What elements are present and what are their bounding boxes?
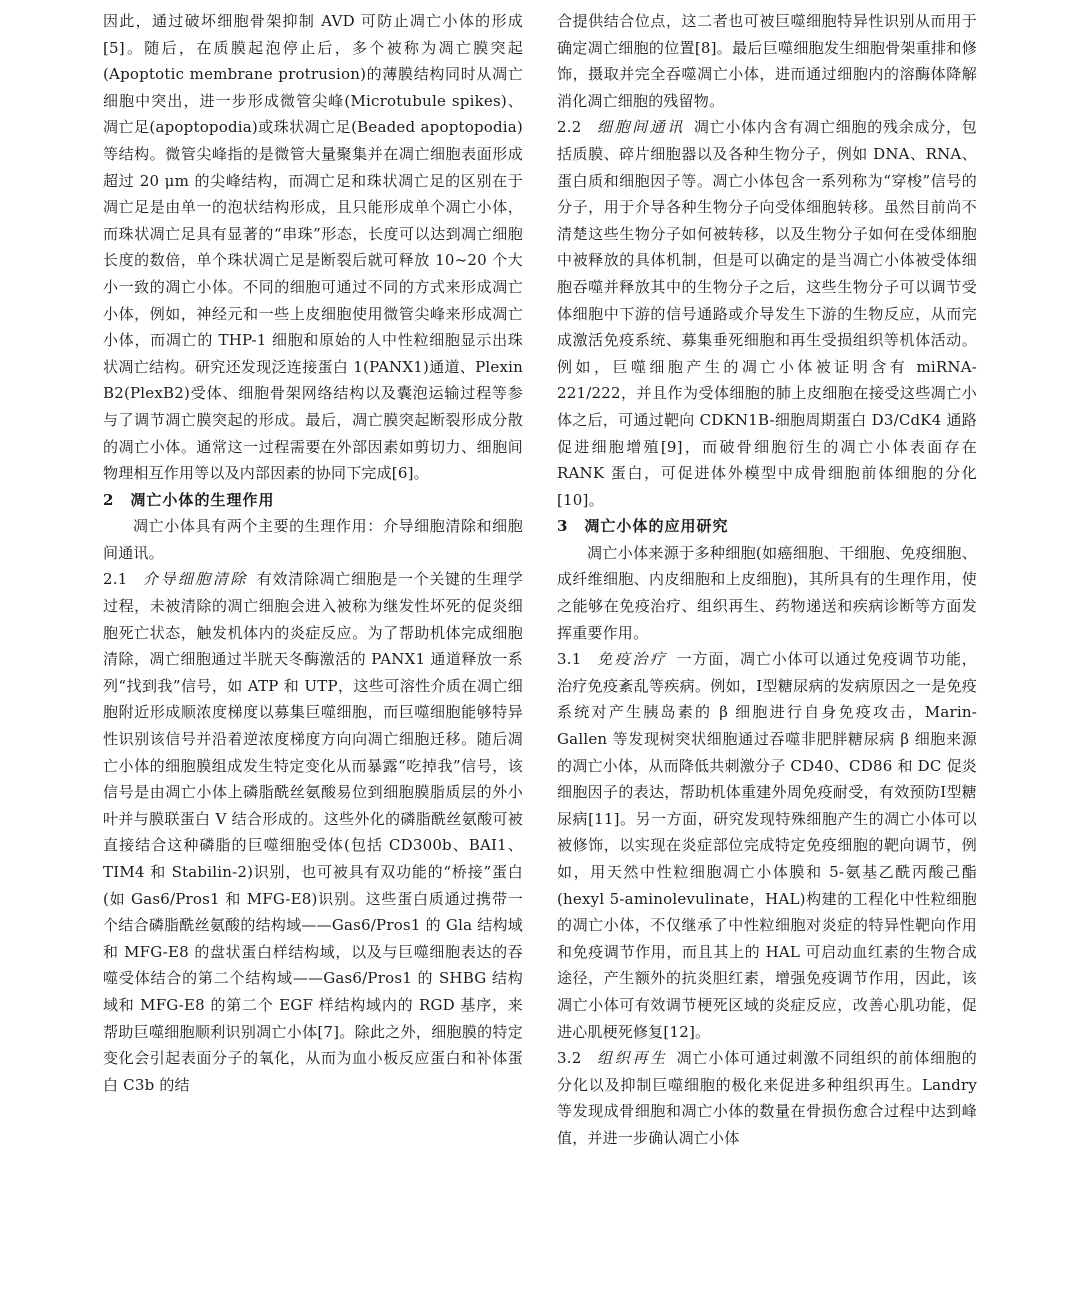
subsection-number: 2.1 xyxy=(103,570,128,589)
subsection-title: 免疫治疗 xyxy=(596,650,668,669)
paragraph-application-intro: 凋亡小体来源于多种细胞(如癌细胞、干细胞、免疫细胞、成纤维细胞、内皮细胞和上皮细胞)，其所具有的生理作用，使之能够在免疫治疗、组织再生、药物递送和疾病诊断等方面发挥重要作用。 xyxy=(557,543,977,642)
right-column xyxy=(557,8,977,1152)
section-heading-3: 3 凋亡小体的应用研究 xyxy=(557,517,729,536)
subsection-3-2 xyxy=(557,1045,977,1151)
paragraph-apoptotic-body-formation: 因此，通过破坏细胞骨架抑制 AVD 可防止凋亡小体的形成[5]。随后，在质膜起泡停止后，多个被称为凋亡膜突起(Apoptotic membrane protrusion)的薄膜结构同时从凋亡细胞中突出，进一步形成微管尖峰(Microtubule spikes)、凋亡足(apoptopodia)或珠状凋亡足(Beaded apoptopodia)等结构。微管尖峰指的是微管大量聚集并在凋亡细胞表面形成超过 20 μm 的尖峰结构，而凋亡足和珠状凋亡足的区别在于凋亡足是由单一的泡状结构形成，且只能形成单个凋亡小体，而珠状凋亡足具有显著的“串珠”形态，长度可以达到凋亡细胞长度的数倍，单个珠状凋亡足是断裂后就可释放 10~20 个大小一致的凋亡小体。不同的细胞可通过不同的方式来形成凋亡小体，例如，神经元和一些上皮细胞使用微管尖峰来形成凋亡小体，而凋亡的 THP-1 细胞和原始的人中性粒细胞显示出珠状凋亡结构。研究还发现泛连接蛋白 1(PANX1)通道、Plexin B2(PlexB2)受体、细胞骨架网络结构以及囊泡运输过程等参与了调节凋亡膜突起的形成。最后，凋亡膜突起断裂形成分散的凋亡小体。通常这一过程需要在外部因素如剪切力、细胞间物理相互作用等以及内部因素的协同下完成[6]。 xyxy=(103,12,523,483)
subsection-title: 细胞间通讯 xyxy=(596,118,685,137)
subsection-2-2 xyxy=(557,114,977,513)
paragraph-continuation: 合提供结合位点，这二者也可被巨噬细胞特异性识别从而用于确定凋亡细胞的位置[8]。最后巨噬细胞发生细胞骨架重排和修饰，摄取并完全吞噬凋亡小体，进而通过细胞内的溶酶体降解消化凋亡细胞的残留物。 xyxy=(557,12,977,110)
subsection-3-1 xyxy=(557,646,977,1045)
subsection-number: 3.1 xyxy=(557,650,582,669)
subsection-number: 2.2 xyxy=(557,118,582,137)
subsection-title: 介导细胞清除 xyxy=(142,570,248,589)
subsection-number: 3.2 xyxy=(557,1049,582,1068)
subsection-text: 凋亡小体可通过刺激不同组织的前体细胞的分化以及抑制巨噬细胞的极化来促进多种组织再生。Landry 等发现成骨细胞和凋亡小体的数量在骨损伤愈合过程中达到峰值，并进一步确认凋亡小体 xyxy=(557,1049,977,1147)
subsection-2-1 xyxy=(103,566,523,1098)
subsection-title: 组织再生 xyxy=(596,1049,668,1068)
paragraph-physiological-roles: 凋亡小体具有两个主要的生理作用：介导细胞清除和细胞间通讯。 xyxy=(103,517,523,562)
subsection-text: 一方面，凋亡小体可以通过免疫调节功能，治疗免疫紊乱等疾病。例如，Ⅰ型糖尿病的发病原因之一是免疫系统对产生胰岛素的 β 细胞进行自身免疫攻击，Marin-Gallen 等发现树突状细胞通过吞噬非肥胖糖尿病 β 细胞来源的凋亡小体，从而降低共刺激分子 CD40、CD86 和 DC 促炎细胞因子的表达，帮助机体重建外周免疫耐受，有效预防Ⅰ型糖尿病[11]。另一方面，研究发现特殊细胞产生的凋亡小体可以被修饰，以实现在炎症部位完成特定免疫细胞的靶向调节，例如，用天然中性粒细胞凋亡小体膜和 5-氨基乙酰丙酸己酯(hexyl 5-aminolevulinate，HAL)构建的工程化中性粒细胞的凋亡小体，不仅继承了中性粒细胞对炎症的特异性靶向作用和免疫调节作用，而且其上的 HAL 可启动血红素的生物合成途径，产生额外的抗炎胆红素，增强免疫调节作用，因此，该凋亡小体可有效调节梗死区域的炎症反应，改善心肌功能，促进心肌梗死修复[12]。 xyxy=(557,650,977,1041)
subsection-text: 凋亡小体内含有凋亡细胞的残余成分，包括质膜、碎片细胞器以及各种生物分子，例如 DNA、RNA、蛋白质和细胞因子等。凋亡小体包含一系列称为“穿梭”信号的分子，用于介导各种生物分子向受体细胞转移。虽然目前尚不清楚这些生物分子如何被转移，以及生物分子如何在受体细胞中被释放的具体机制，但是可以确定的是当凋亡小体被受体细胞吞噬并释放其中的生物分子之后，这些生物分子可以调节受体细胞中下游的信号通路或介导发生下游的生物反应，从而完成激活免疫系统、募集垂死细胞和再生受损组织等机体活动。例如，巨噬细胞产生的凋亡小体被证明含有 miRNA-221/222，并且作为受体细胞的肺上皮细胞在接受这些凋亡小体之后，可通过靶向 CDKN1B-细胞周期蛋白 D3/CdK4 通路促进细胞增殖[9]，而破骨细胞衍生的凋亡小体表面存在 RANK 蛋白，可促进体外模型中成骨细胞前体细胞的分化[10]。 xyxy=(557,118,977,509)
subsection-text: 有效清除凋亡细胞是一个关键的生理学过程，未被清除的凋亡细胞会进入被称为继发性坏死的促炎细胞死亡状态，触发机体内的炎症反应。为了帮助机体完成细胞清除，凋亡细胞通过半胱天冬酶激活的 PANX1 通道释放一系列“找到我”信号，如 ATP 和 UTP，这些可溶性介质在凋亡细胞附近形成顺浓度梯度以募集巨噬细胞，而巨噬细胞能够特异性识别该信号并沿着逆浓度梯度方向向凋亡细胞迁移。随后凋亡小体的细胞膜组成发生特定变化从而暴露“吃掉我”信号，该信号是由凋亡小体上磷脂酰丝氨酸易位到细胞膜脂质层的外小叶并与膜联蛋白 V 结合形成的。这些外化的磷脂酰丝氨酸可被直接结合这种磷脂的巨噬细胞受体(包括 CD300b、BAI1、TIM4 和 Stabilin-2)识别，也可被具有双功能的“桥接”蛋白(如 Gas6/Pros1 和 MFG-E8)识别。这些蛋白质通过携带一个结合磷脂酰丝氨酸的结构域——Gas6/Pros1 的 Gla 结构域和 MFG-E8 的盘状蛋白样结构域，以及与巨噬细胞表达的吞噬受体结合的第二个结构域——Gas6/Pros1 的 SHBG 结构域和 MFG-E8 的第二个 EGF 样结构域内的 RGD 基序，来帮助巨噬细胞顺利识别凋亡小体[7]。除此之外，细胞膜的特定变化会引起表面分子的氧化，从而为血小板反应蛋白和补体蛋白 C3b 的结 xyxy=(103,570,523,1094)
section-heading-2: 2 凋亡小体的生理作用 xyxy=(103,490,275,509)
left-column xyxy=(103,8,523,1098)
